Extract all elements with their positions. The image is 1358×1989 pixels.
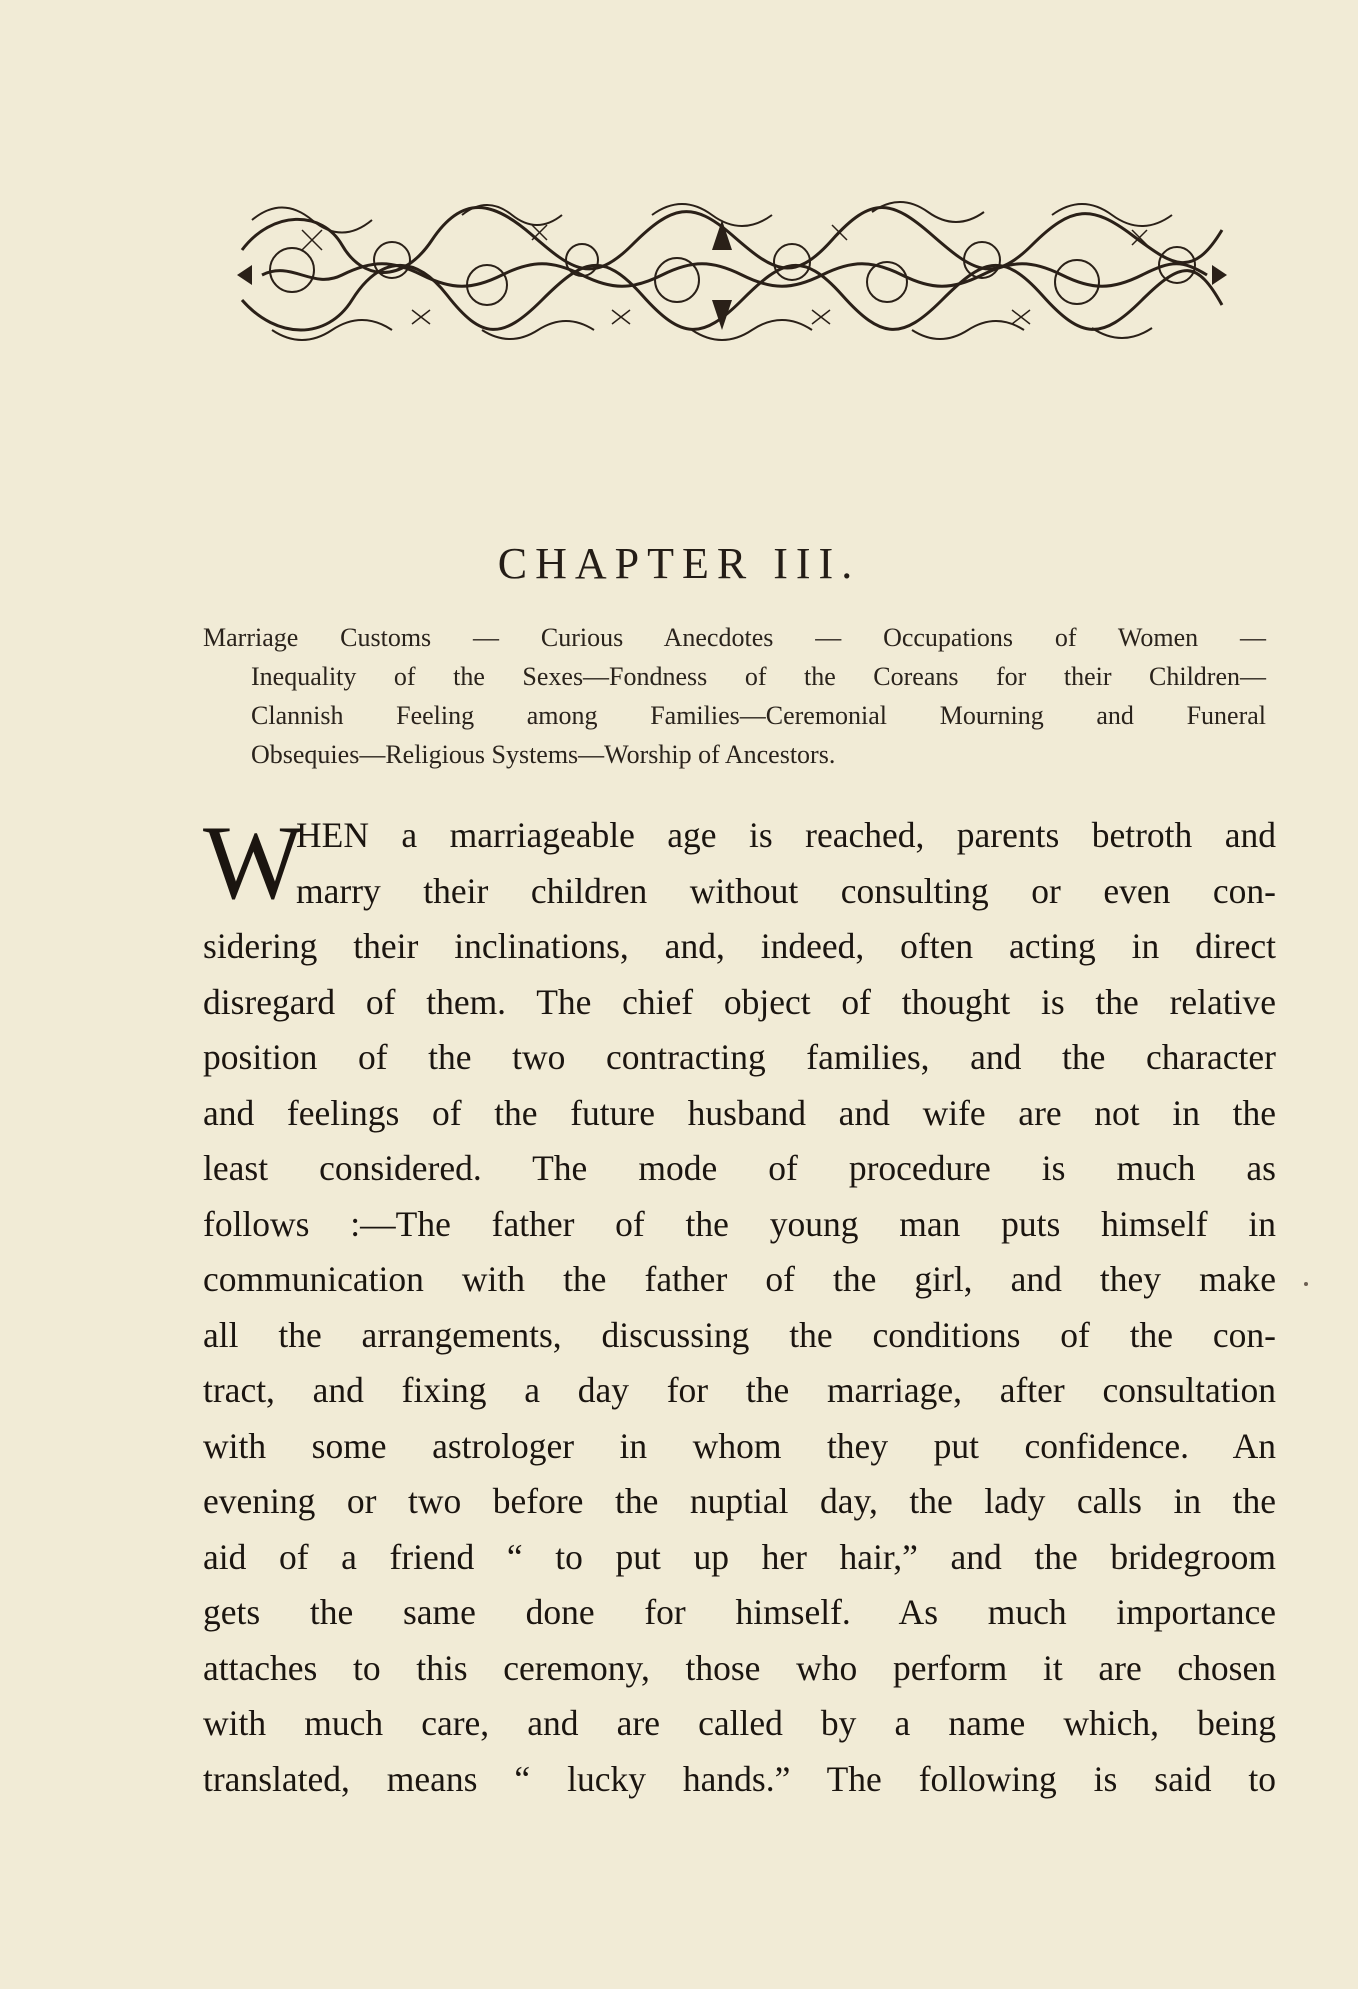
- body-text: [203, 804, 1276, 1807]
- body-line: disregard of them. The chief object of thought is the relative: [203, 981, 1276, 1022]
- body-line: marry their children without consulting or even con-: [296, 870, 1276, 911]
- body-line: tract, and fixing a day for the marriage, after consultation: [203, 1370, 1276, 1410]
- body-line: translated, means “ lucky hands.” The following is said to: [203, 1758, 1276, 1799]
- paper-speck: [1304, 1282, 1308, 1286]
- body-line: with some astrologer in whom they put confidence. An: [203, 1425, 1276, 1466]
- chapter-title: CHAPTER III.: [497, 539, 861, 588]
- body-line: gets the same done for himself. As much importance: [203, 1592, 1276, 1632]
- body-line: position of the two contracting families, and the character: [203, 1037, 1276, 1077]
- body-line: evening or two before the nuptial day, the lady calls in the: [203, 1481, 1276, 1521]
- body-line: with much care, and are called by a name which, being: [203, 1703, 1276, 1743]
- body-line: attaches to this ceremony, those who perform it are chosen: [203, 1647, 1276, 1688]
- body-line: least considered. The mode of procedure is much as: [203, 1148, 1276, 1188]
- summary-line: Marriage Customs — Curious Anecdotes — Occupations of Women —: [203, 623, 1266, 652]
- chapter-summary: [203, 618, 1266, 774]
- body-line: communication with the father of the girl, and they make: [203, 1259, 1276, 1299]
- body-line: all the arrangements, discussing the conditions of the con-: [203, 1314, 1276, 1355]
- body-line: sidering their inclinations, and, indeed, often acting in direct: [203, 926, 1276, 966]
- drop-cap: W: [203, 804, 304, 921]
- body-line: and feelings of the future husband and wife are not in the: [203, 1092, 1276, 1133]
- decorative-header-ornament: [232, 190, 1232, 350]
- summary-line: Obsequies—Religious Systems—Worship of Ancestors.: [251, 740, 836, 769]
- body-line: follows :—The father of the young man puts himself in: [203, 1203, 1276, 1244]
- summary-line: Inequality of the Sexes—Fondness of the Coreans for their Children—: [251, 662, 1266, 691]
- summary-line: Clannish Feeling among Families—Ceremonial Mourning and Funeral: [251, 701, 1266, 730]
- body-line: aid of a friend “ to put up her hair,” and the bridegroom: [203, 1536, 1276, 1577]
- body-line: HEN a marriageable age is reached, parents betroth and: [296, 815, 1276, 855]
